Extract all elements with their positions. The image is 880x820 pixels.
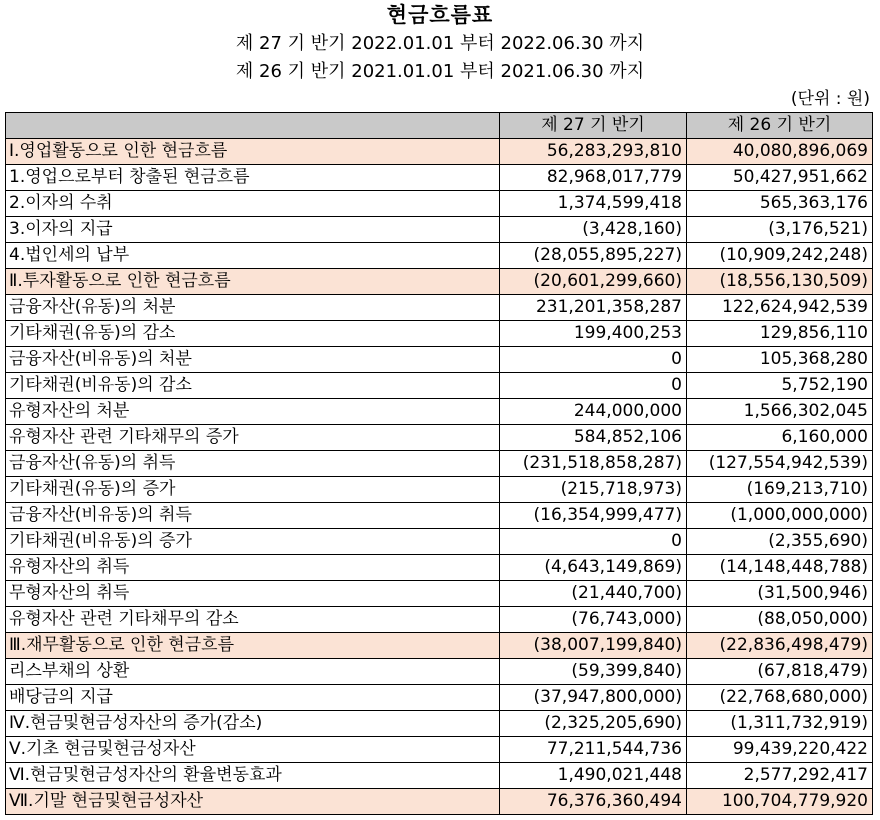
row-label: 3.이자의 지급 bbox=[6, 217, 500, 243]
current-period-amount: 82,968,017,779 bbox=[500, 165, 687, 191]
row-label: Ⅱ.투자활동으로 인한 현금흐름 bbox=[6, 269, 500, 295]
current-period-amount: (2,325,205,690) bbox=[500, 711, 687, 737]
current-period-amount: 0 bbox=[500, 529, 687, 555]
row-label: 금융자산(유동)의 취득 bbox=[6, 451, 500, 477]
table-row bbox=[6, 555, 873, 581]
prior-period-amount: (22,836,498,479) bbox=[687, 633, 873, 659]
table-row bbox=[6, 633, 873, 659]
current-period-amount: 1,490,021,448 bbox=[500, 763, 687, 789]
row-label: 유형자산의 처분 bbox=[6, 399, 500, 425]
current-period-amount: (215,718,973) bbox=[500, 477, 687, 503]
prior-period-amount: (18,556,130,509) bbox=[687, 269, 873, 295]
prior-period-amount: (14,148,448,788) bbox=[687, 555, 873, 581]
current-period-amount: 76,376,360,494 bbox=[500, 789, 687, 815]
table-row bbox=[6, 503, 873, 529]
prior-period-amount: 105,368,280 bbox=[687, 347, 873, 373]
table-row bbox=[6, 477, 873, 503]
table-row bbox=[6, 581, 873, 607]
row-label: 1.영업으로부터 창출된 현금흐름 bbox=[6, 165, 500, 191]
current-period-amount: (28,055,895,227) bbox=[500, 243, 687, 269]
table-body bbox=[6, 139, 873, 815]
current-period-amount: 1,374,599,418 bbox=[500, 191, 687, 217]
prior-period-amount: (10,909,242,248) bbox=[687, 243, 873, 269]
current-period-amount: (59,399,840) bbox=[500, 659, 687, 685]
header-item bbox=[6, 113, 500, 139]
row-label: 4.법인세의 납부 bbox=[6, 243, 500, 269]
prior-period-amount: (31,500,946) bbox=[687, 581, 873, 607]
row-label: Ⅴ.기초 현금및현금성자산 bbox=[6, 737, 500, 763]
row-label: 2.이자의 수취 bbox=[6, 191, 500, 217]
cash-flow-table bbox=[5, 112, 873, 815]
table-row bbox=[6, 685, 873, 711]
row-label: 금융자산(유동)의 처분 bbox=[6, 295, 500, 321]
row-label: 유형자산 관련 기타채무의 감소 bbox=[6, 607, 500, 633]
table-row bbox=[6, 191, 873, 217]
current-period-amount: 56,283,293,810 bbox=[500, 139, 687, 165]
prior-period-amount: 6,160,000 bbox=[687, 425, 873, 451]
current-period-amount: (76,743,000) bbox=[500, 607, 687, 633]
table-header-row bbox=[6, 113, 873, 139]
table-row bbox=[6, 659, 873, 685]
prior-period-amount: (2,355,690) bbox=[687, 529, 873, 555]
prior-period-amount: (127,554,942,539) bbox=[687, 451, 873, 477]
current-period-amount: (4,643,149,869) bbox=[500, 555, 687, 581]
table-row bbox=[6, 763, 873, 789]
table-row bbox=[6, 529, 873, 555]
current-period-amount: (38,007,199,840) bbox=[500, 633, 687, 659]
table-row bbox=[6, 295, 873, 321]
current-period-amount: (3,428,160) bbox=[500, 217, 687, 243]
row-label: Ⅰ.영업활동으로 인한 현금흐름 bbox=[6, 139, 500, 165]
prior-period-amount: 129,856,110 bbox=[687, 321, 873, 347]
prior-period-amount: 40,080,896,069 bbox=[687, 139, 873, 165]
table-row bbox=[6, 711, 873, 737]
table-row bbox=[6, 373, 873, 399]
current-period-amount: (231,518,858,287) bbox=[500, 451, 687, 477]
row-label: Ⅵ.현금및현금성자산의 환율변동효과 bbox=[6, 763, 500, 789]
table-row bbox=[6, 399, 873, 425]
row-label: 무형자산의 취득 bbox=[6, 581, 500, 607]
period-current: 제 27 기 반기 2022.01.01 부터 2022.06.30 까지 bbox=[235, 33, 645, 54]
row-label: 기타채권(유동)의 증가 bbox=[6, 477, 500, 503]
prior-period-amount: 1,566,302,045 bbox=[687, 399, 873, 425]
prior-period-amount: (169,213,710) bbox=[687, 477, 873, 503]
current-period-amount: (16,354,999,477) bbox=[500, 503, 687, 529]
prior-period-amount: (88,050,000) bbox=[687, 607, 873, 633]
document-title: 현금흐름표 bbox=[386, 3, 494, 27]
row-label: Ⅶ.기말 현금및현금성자산 bbox=[6, 789, 500, 815]
current-period-amount: (20,601,299,660) bbox=[500, 269, 687, 295]
current-period-amount: 584,852,106 bbox=[500, 425, 687, 451]
period-prior: 제 26 기 반기 2021.01.01 부터 2021.06.30 까지 bbox=[235, 61, 645, 82]
prior-period-amount: 122,624,942,539 bbox=[687, 295, 873, 321]
row-label: 기타채권(비유동)의 증가 bbox=[6, 529, 500, 555]
current-period-amount: 0 bbox=[500, 347, 687, 373]
table-row bbox=[6, 321, 873, 347]
current-period-amount: 231,201,358,287 bbox=[500, 295, 687, 321]
current-period-amount: (21,440,700) bbox=[500, 581, 687, 607]
table-row bbox=[6, 347, 873, 373]
prior-period-amount: (22,768,680,000) bbox=[687, 685, 873, 711]
current-period-amount: 0 bbox=[500, 373, 687, 399]
table-row bbox=[6, 425, 873, 451]
current-period-amount: 199,400,253 bbox=[500, 321, 687, 347]
table-row bbox=[6, 165, 873, 191]
table-row bbox=[6, 607, 873, 633]
unit-label: (단위 : 원) bbox=[790, 89, 870, 109]
current-period-amount: 244,000,000 bbox=[500, 399, 687, 425]
row-label: 유형자산의 취득 bbox=[6, 555, 500, 581]
row-label: 금융자산(비유동)의 처분 bbox=[6, 347, 500, 373]
prior-period-amount: (3,176,521) bbox=[687, 217, 873, 243]
prior-period-amount: 50,427,951,662 bbox=[687, 165, 873, 191]
table-row bbox=[6, 451, 873, 477]
row-label: Ⅳ.현금및현금성자산의 증가(감소) bbox=[6, 711, 500, 737]
row-label: 배당금의 지급 bbox=[6, 685, 500, 711]
prior-period-amount: (1,311,732,919) bbox=[687, 711, 873, 737]
current-period-amount: (37,947,800,000) bbox=[500, 685, 687, 711]
table-row bbox=[6, 269, 873, 295]
prior-period-amount: (67,818,479) bbox=[687, 659, 873, 685]
table-row bbox=[6, 139, 873, 165]
table-row bbox=[6, 243, 873, 269]
current-period-amount: 77,211,544,736 bbox=[500, 737, 687, 763]
row-label: Ⅲ.재무활동으로 인한 현금흐름 bbox=[6, 633, 500, 659]
prior-period-amount: 565,363,176 bbox=[687, 191, 873, 217]
row-label: 리스부채의 상환 bbox=[6, 659, 500, 685]
prior-period-amount: 99,439,220,422 bbox=[687, 737, 873, 763]
row-label: 기타채권(비유동)의 감소 bbox=[6, 373, 500, 399]
row-label: 기타채권(유동)의 감소 bbox=[6, 321, 500, 347]
prior-period-amount: 100,704,779,920 bbox=[687, 789, 873, 815]
table-row bbox=[6, 217, 873, 243]
row-label: 유형자산 관련 기타채무의 증가 bbox=[6, 425, 500, 451]
header-prior-period: 제 26 기 반기 bbox=[687, 113, 873, 139]
table-row bbox=[6, 789, 873, 815]
header-current-period: 제 27 기 반기 bbox=[500, 113, 687, 139]
prior-period-amount: 2,577,292,417 bbox=[687, 763, 873, 789]
row-label: 금융자산(비유동)의 취득 bbox=[6, 503, 500, 529]
table-row bbox=[6, 737, 873, 763]
prior-period-amount: 5,752,190 bbox=[687, 373, 873, 399]
prior-period-amount: (1,000,000,000) bbox=[687, 503, 873, 529]
